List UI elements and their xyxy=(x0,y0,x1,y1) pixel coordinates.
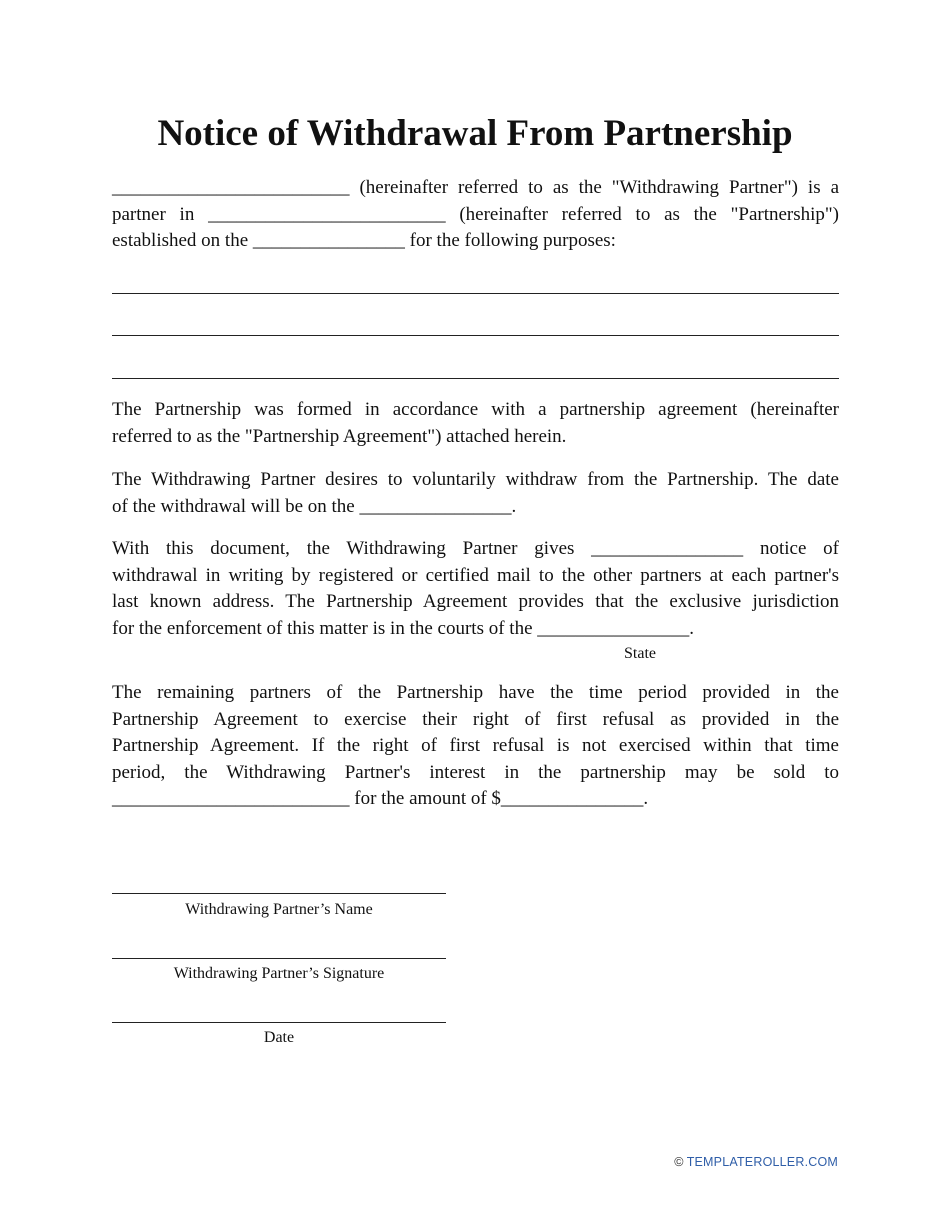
name-label: Withdrawing Partner’s Name xyxy=(185,901,373,918)
footer-branding xyxy=(674,1155,838,1169)
notice-line-1: With this document, the Withdrawing Partner gives ________________ notice of xyxy=(112,538,839,559)
purpose-blank-line-3[interactable] xyxy=(112,378,839,379)
signature-label: Withdrawing Partner’s Signature xyxy=(173,965,385,982)
formed-line-2: referred to as the "Partnership Agreement") attached herein. xyxy=(112,425,567,447)
intro-paragraph xyxy=(112,175,839,255)
desire-line-2: of the withdrawal will be on the ________________. xyxy=(112,495,517,517)
remaining-paragraph xyxy=(112,680,839,813)
remaining-line-5: _________________________ for the amount of $_______________. xyxy=(112,788,649,810)
desire-paragraph xyxy=(112,467,839,520)
intro-line-3: established on the ________________ for the following purposes: xyxy=(112,230,616,252)
document-title: Notice of Withdrawal From Partnership xyxy=(157,113,793,154)
purpose-blank-line-2[interactable] xyxy=(112,335,839,336)
footer-brand-link[interactable]: TEMPLATEROLLER.COM xyxy=(686,1155,838,1169)
remaining-line-2: Partnership Agreement to exercise their right of first refusal as provided in the xyxy=(112,708,839,730)
intro-line-2: partner in _________________________ (hereinafter referred to as the "Partnership") xyxy=(112,203,839,225)
intro-line-1: _________________________ (hereinafter referred to as the "Withdrawing Partner") is a xyxy=(112,177,839,198)
date-signature-line[interactable] xyxy=(112,1022,446,1023)
remaining-line-1: The remaining partners of the Partnership have the time period provided in the xyxy=(112,682,839,703)
state-caption: State xyxy=(624,645,656,662)
signature-line[interactable] xyxy=(112,958,446,959)
formed-paragraph xyxy=(112,397,839,450)
notice-line-2: withdrawal in writing by registered or certified mail to the other partners at each partner's xyxy=(112,564,839,586)
name-signature-line[interactable] xyxy=(112,893,446,894)
remaining-line-3: Partnership Agreement. If the right of first refusal is not exercised within that time xyxy=(112,735,839,757)
desire-line-1: The Withdrawing Partner desires to voluntarily withdraw from the Partnership. The date xyxy=(112,469,839,490)
notice-paragraph xyxy=(112,536,839,642)
date-label: Date xyxy=(263,1029,295,1046)
copyright-symbol: © xyxy=(674,1155,684,1169)
purpose-blank-line-1[interactable] xyxy=(112,293,839,294)
notice-line-3: last known address. The Partnership Agreement provides that the exclusive jurisdiction xyxy=(112,591,839,613)
notice-line-4: for the enforcement of this matter is in the courts of the ________________. xyxy=(112,617,695,639)
formed-line-1: The Partnership was formed in accordance with a partnership agreement (hereinafter xyxy=(112,399,839,420)
remaining-line-4: period, the Withdrawing Partner's interest in the partnership may be sold to xyxy=(112,761,839,783)
